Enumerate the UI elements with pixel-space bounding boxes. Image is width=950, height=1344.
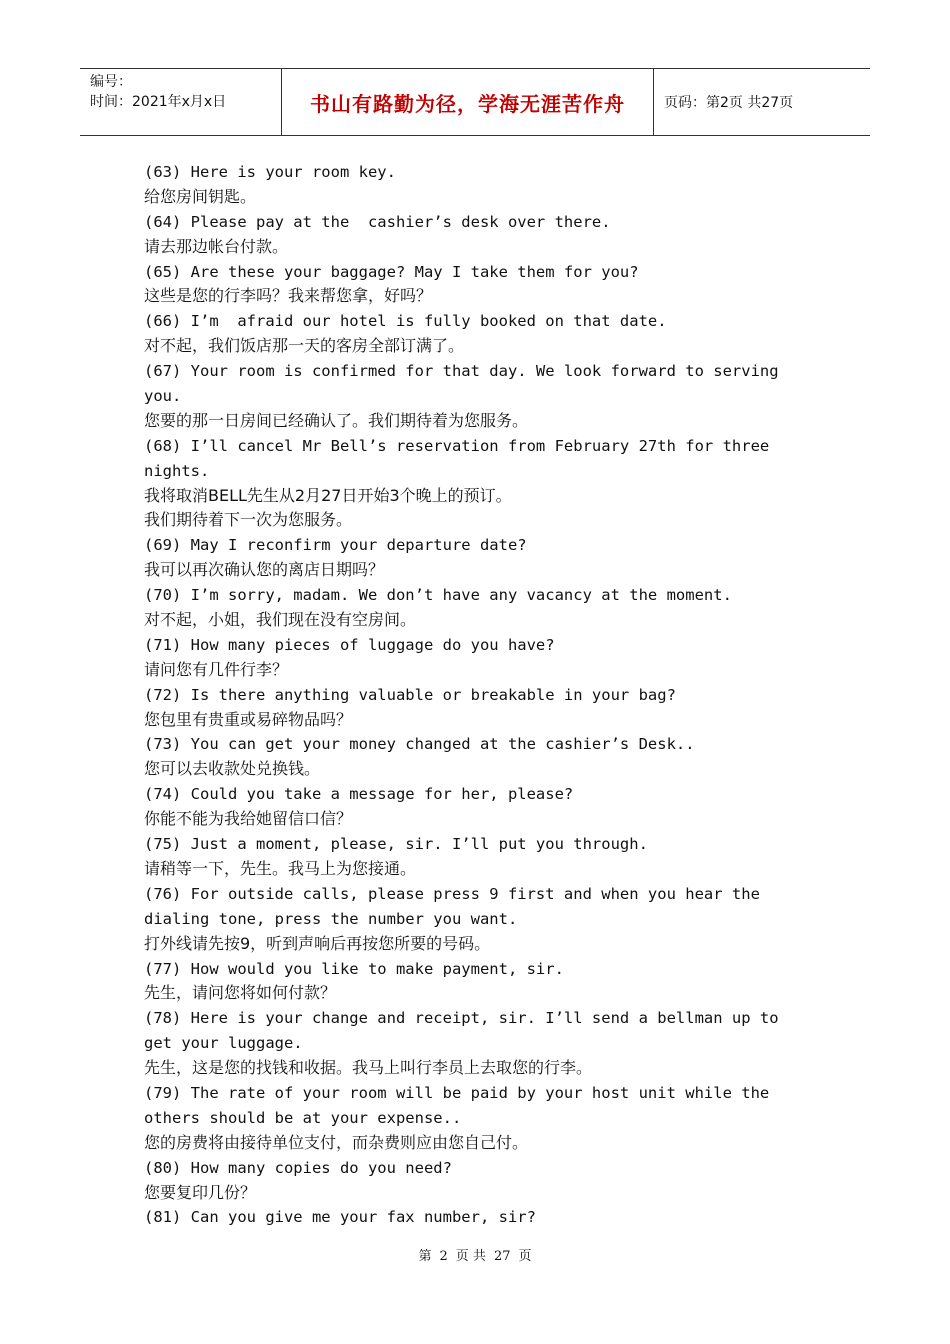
english-sentence-line: you. [144, 387, 182, 406]
chinese-translation-line: 您要的那一日房间已经确认了。我们期待着为您服务。 [144, 410, 529, 430]
english-sentence-line: (71) How many pieces of luggage do you have? [144, 635, 555, 654]
english-sentence-line: nights. [144, 461, 210, 480]
chinese-translation-line: 我们期待着下一次为您服务。 [144, 510, 353, 530]
english-sentence-line: (68) I’ll cancel Mr Bell’s reservation from February 27th for three [144, 436, 770, 455]
chinese-translation-line: 我可以再次确认您的离店日期吗？ [144, 560, 385, 580]
chinese-translation-line: 请问您有几件行李？ [144, 659, 289, 679]
chinese-translation-line: 您的房费将由接待单位支付，而杂费则应由您自己付。 [144, 1132, 529, 1152]
document-body [144, 160, 824, 1230]
english-sentence-line: (74) Could you take a message for her, please? [144, 785, 574, 804]
chinese-translation-line: 您可以去收款处兑换钱。 [144, 759, 321, 779]
chinese-translation-line: 请去那边帐台付款。 [144, 236, 289, 256]
english-sentence-line: (64) Please pay at the cashier’s desk over there. [144, 212, 611, 231]
english-sentence-line: (66) I’m afraid our hotel is fully booked on that date. [144, 312, 667, 331]
english-sentence-line: (72) Is there anything valuable or breakable in your bag? [144, 685, 676, 704]
footer-total-pages: 27 [493, 1249, 511, 1264]
english-sentence-line: (80) How many copies do you need? [144, 1158, 452, 1177]
chinese-translation-line: 您要复印几份？ [144, 1182, 257, 1202]
chinese-translation-line: 打外线请先按9，听到声响后再按您所要的号码。 [144, 933, 491, 953]
chinese-translation-line: 先生，请问您将如何付款？ [144, 983, 337, 1003]
footer-page-suffix: 页 [518, 1249, 532, 1264]
english-sentence-line: (70) I’m sorry, madam. We don’t have any vacancy at the moment. [144, 586, 732, 605]
document-date: 时间：2021年x月x日 [90, 94, 227, 110]
page-header [80, 68, 870, 136]
english-sentence-line: dialing tone, press the number you want. [144, 909, 518, 928]
english-sentence-line: (63) Here is your room key. [144, 163, 396, 181]
english-sentence-line: (67) Your room is confirmed for that day. We look forward to serving [144, 362, 779, 381]
chinese-translation-line: 对不起，我们饭店那一天的客房全部订满了。 [144, 336, 465, 356]
english-sentence-line: (78) Here is your change and receipt, sir. I’ll send a bellman up to [144, 1009, 779, 1028]
chinese-translation-line: 对不起，小姐，我们现在没有空房间。 [144, 610, 417, 630]
english-sentence-line: (75) Just a moment, please, sir. I’ll put you through. [144, 835, 648, 854]
english-sentence-line: (73) You can get your money changed at the cashier’s Desk.. [144, 735, 695, 754]
english-sentence-line: (76) For outside calls, please press 9 first and when you hear the [144, 884, 760, 903]
chinese-translation-line: 你能不能为我给她留信口信？ [144, 809, 353, 829]
english-sentence-line: others should be at your expense.. [144, 1108, 462, 1127]
english-sentence-line: (65) Are these your baggage? May I take them for you? [144, 262, 639, 281]
document-number-label: 编号： [90, 74, 132, 90]
footer-page-prefix: 第 [418, 1249, 432, 1264]
english-sentence-line: (81) Can you give me your fax number, sir? [144, 1208, 536, 1227]
header-motto: 书山有路勤为径，学海无涯苦作舟 [282, 69, 654, 135]
chinese-translation-line: 给您房间钥匙。 [144, 186, 257, 206]
chinese-translation-line: 您包里有贵重或易碎物品吗？ [144, 709, 353, 729]
english-sentence-line: get your luggage. [144, 1034, 303, 1053]
chinese-translation-line: 先生，这是您的找钱和收据。我马上叫行李员上去取您的行李。 [144, 1058, 593, 1078]
english-sentence-line: (79) The rate of your room will be paid by your host unit while the [144, 1083, 770, 1102]
footer-page-number: 2 [439, 1249, 448, 1264]
page-footer [0, 1245, 950, 1264]
english-sentence-line: (69) May I reconfirm your departure date? [144, 536, 527, 555]
chinese-translation-line: 我将取消BELL先生从2月27日开始3个晚上的预订。 [144, 485, 512, 505]
chinese-translation-line: 请稍等一下，先生。我马上为您接通。 [144, 858, 417, 878]
header-page-info: 页码：第2页 共27页 [664, 95, 794, 111]
english-sentence-line: (77) How would you like to make payment, sir. [144, 959, 564, 978]
header-meta [80, 69, 282, 135]
footer-page-mid: 页 共 [455, 1249, 486, 1264]
chinese-translation-line: 这些是您的行李吗？我来帮您拿，好吗？ [144, 286, 433, 306]
